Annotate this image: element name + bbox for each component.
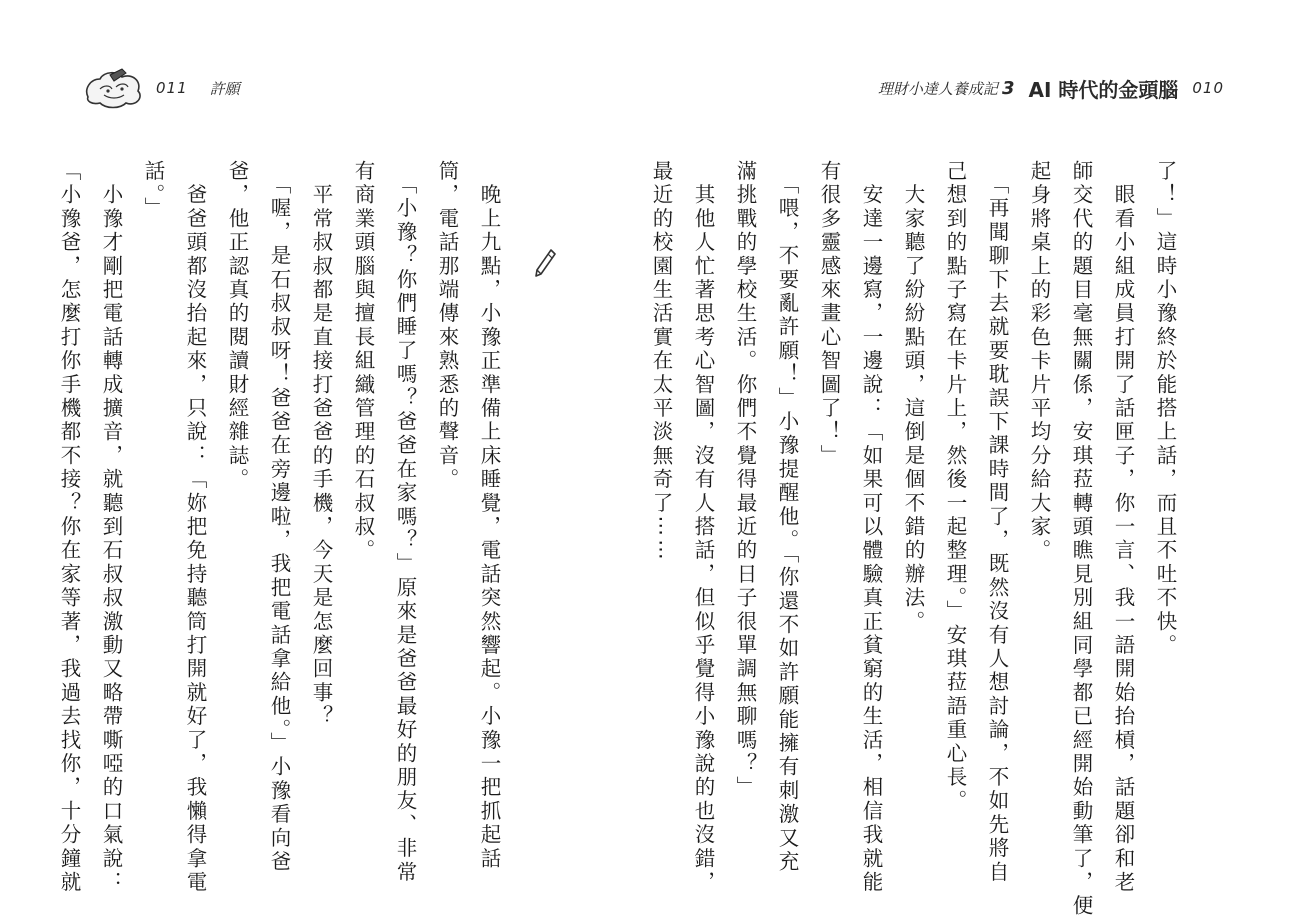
text-column: 大家聽了紛紛點頭，這倒是個不錯的辦法。: [901, 160, 925, 634]
right-page-number: 010: [1192, 79, 1224, 97]
right-page-header: [878, 74, 1224, 102]
text-column: 己想到的點子寫在卡片上，然後一起整理。」安琪菈語重心長。: [943, 160, 967, 814]
text-column: 晚上九點，小豫正準備上床睡覺，電話突然響起。小豫一把抓起話: [477, 160, 501, 871]
left-chapter-title: 許願: [209, 79, 240, 98]
text-column: 平常叔叔都是直接打爸爸的手機，今天是怎麼回事？: [309, 160, 333, 729]
left-page-header: [82, 74, 240, 102]
pencil-icon: [533, 248, 557, 278]
text-column: 小豫才剛把電話轉成擴音，就聽到石叔叔激動又略帶嘶啞的口氣說：: [99, 160, 123, 895]
text-column: 眼看小組成員打開了話匣子，你一言、我一語開始抬槓，話題卻和老: [1111, 160, 1135, 895]
text-column: 爸爸頭都沒抬起來，只說：「妳把免持聽筒打開就好了，我懶得拿電: [183, 160, 207, 895]
text-column: 師交代的題目毫無關係，安琪菈轉頭瞧見別組同學都已經開始動筆了，便: [1069, 160, 1093, 918]
text-column: 話。」: [141, 160, 165, 221]
text-column: 筒，電話那端傳來熟悉的聲音。: [435, 160, 459, 492]
text-column: 有很多靈感來畫心智圖了！」: [817, 160, 841, 469]
text-column: 「小豫爸，怎麼打你手機都不接？你在家等著，我過去找你，十分鐘就: [57, 160, 81, 895]
text-column: 滿挑戰的學校生活。你們不覺得最近的日子很單調無聊嗎？」: [733, 160, 757, 800]
right-page-text: [649, 160, 1186, 918]
text-column: 安達一邊寫，一邊說：「如果可以體驗真正貧窮的生活，相信我就能: [859, 160, 883, 895]
text-column: 「喂，不要亂許願！」小豫提醒他。「你還不如許願能擁有刺激又充: [775, 160, 799, 875]
volume-number: 3: [1001, 77, 1015, 99]
series-title: 理財小達人養成記: [877, 79, 998, 98]
book-title: AI 時代的金頭腦: [1028, 77, 1179, 102]
text-column: 「喔，是石叔叔呀！爸爸在旁邊啦，我把電話拿給他。」小豫看向爸: [267, 160, 291, 875]
text-column: 起身將桌上的彩色卡片平均分給大家。: [1027, 160, 1051, 563]
text-column: 有商業頭腦與擅長組織管理的石叔叔。: [351, 160, 375, 563]
left-page-number: 011: [156, 79, 188, 97]
text-column: 了！」這時小豫終於能搭上話，而且不吐不快。: [1153, 160, 1177, 658]
text-column: 「再聞聊下去就要耽誤下課時間了，既然沒有人想討論，不如先將自: [985, 160, 1009, 885]
left-page-text: [57, 160, 510, 895]
text-column: 最近的校園生活實在太平淡無奇了⋯⋯: [649, 160, 673, 563]
cartoon-character-logo-icon: [82, 67, 146, 109]
text-column: 其他人忙著思考心智圖，沒有人搭話，但似乎覺得小豫說的也沒錯，: [691, 160, 715, 895]
text-column: 爸，他正認真的閱讀財經雜誌。: [225, 160, 249, 492]
text-column: 「小豫？你們睡了嗎？爸爸在家嗎？」原來是爸爸最好的朋友、非常: [393, 160, 417, 885]
